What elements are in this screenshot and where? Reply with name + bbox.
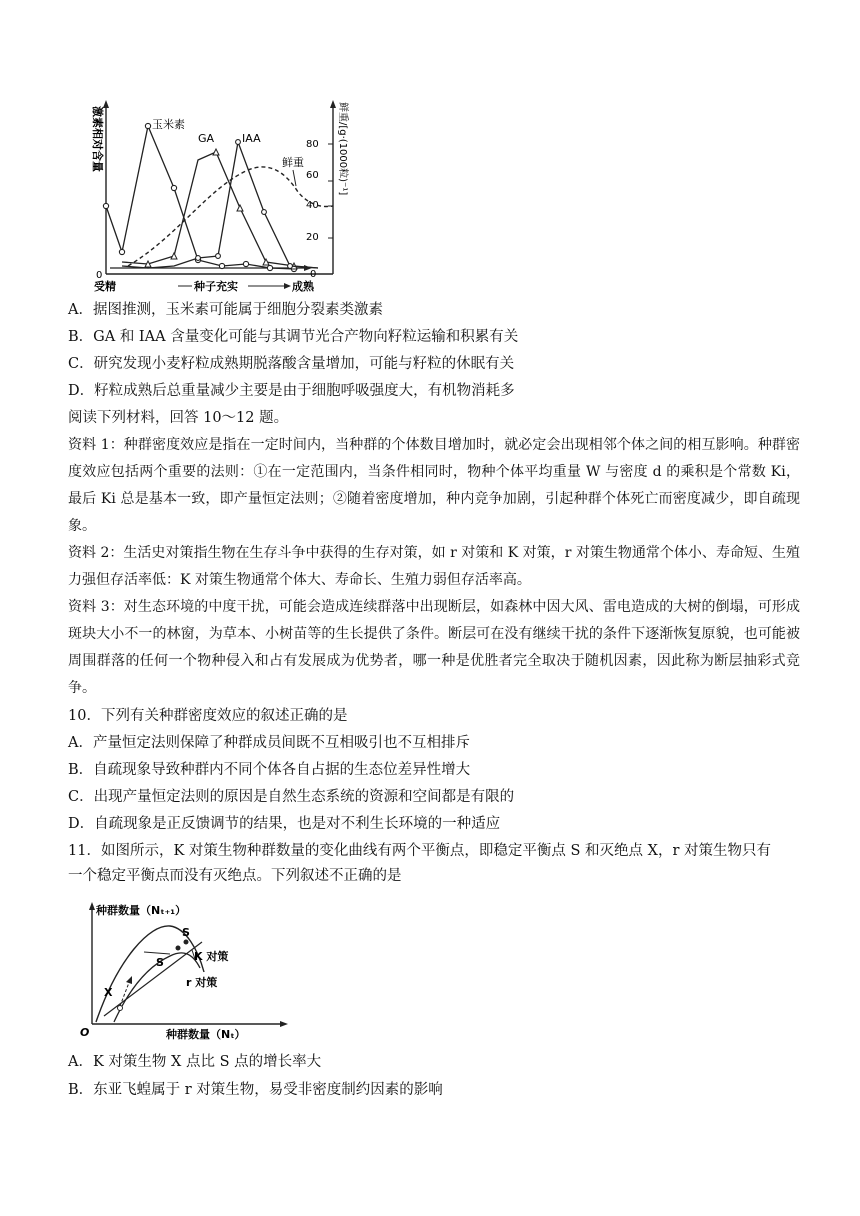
ga-points xyxy=(145,149,297,269)
fig1-tick-80: 80 xyxy=(306,139,319,150)
q11-option-b: B．东亚飞蝗属于 r 对策生物，易受非密度制约因素的影响 xyxy=(68,1082,443,1098)
q10-option-a: A．产量恒定法则保障了种群成员间既不互相吸引也不互相排斥 xyxy=(68,735,470,751)
q10-option-d: D．自疏现象是正反馈调节的结果，也是对不利生长环境的一种适应 xyxy=(68,816,501,832)
q10-stem: 10．下列有关种群密度效应的叙述正确的是 xyxy=(68,708,348,724)
fig1-tick-60: 60 xyxy=(306,170,319,181)
fig1-label-iaa: IAA xyxy=(242,132,261,145)
s2-point xyxy=(184,940,189,945)
q9-option-a: A．据图推测，玉米素可能属于细胞分裂素类激素 xyxy=(68,302,383,318)
fig1-label-zeatin: 玉米素 xyxy=(152,118,185,131)
material-2: 资料 2：生活史对策指生物在生存斗争中获得的生存对策，如 r 对策和 K 对策，r 对策生物通常个体小、寿命短、生殖力强但存活率低：K 对策生物通常个体大、寿命长、生殖力弱但存活率高。 xyxy=(68,545,800,588)
fig1-ylabel-left: 激素相对含量 xyxy=(91,106,104,172)
hormone-figure xyxy=(88,96,358,296)
strategy-figure xyxy=(74,898,294,1040)
fig2-k-label: K 对策 xyxy=(194,950,229,963)
q10-option-c: C．出现产量恒定法则的原因是自然生态系统的资源和空间都是有限的 xyxy=(68,789,515,805)
fig2-r-label: r 对策 xyxy=(186,976,218,989)
q9-option-c: C．研究发现小麦籽粒成熟期脱落酸含量增加，可能与籽粒的休眠有关 xyxy=(68,356,515,372)
fig2-s2-label: S xyxy=(182,926,190,939)
fig2-xlabel: 种群数量（Nₜ） xyxy=(166,1028,246,1040)
fig1-origin: 0 xyxy=(96,270,103,281)
ga-curve xyxy=(122,152,318,268)
q10-option-b: B．自疏现象导致种群内不同个体各自占据的生态位差异性增大 xyxy=(68,762,471,778)
material-3: 资料 3：对生态环境的中度干扰，可能会造成连续群落中出现断层，如森林中因大风、雷电造成的大树的倒塌，可形成斑块大小不一的林窗，为草本、小树苗等的生长提供了条件。断层可在没有继续干扰的条件下逐渐恢复原貌，也可能被周围群落的任何一个物种侵入和占有发展成为优势者，哪一种是优胜者完全取决于随机因素，因此称为断层抽彩式竞争。 xyxy=(68,599,800,696)
fig2-s-label: S xyxy=(156,956,164,969)
fig1-tick-40: 40 xyxy=(306,200,319,211)
q9-option-b: B．GA 和 IAA 含量变化可能与其调节光合产物向籽粒运输和积累有关 xyxy=(68,329,519,345)
fig1-stage-filling: 种子充实 xyxy=(194,280,238,293)
fig2-origin: O xyxy=(80,1026,90,1039)
fig1-ylabel-right: 鲜重/[g·(1000粒)⁻¹] xyxy=(337,102,348,196)
x-point xyxy=(118,1006,123,1011)
reading-intro: 阅读下列材料，回答 10～12 题。 xyxy=(68,410,289,426)
fig1-stage-maturity: 成熟 xyxy=(292,280,314,293)
material-1: 资料 1：种群密度效应是指在一定时间内，当种群的个体数目增加时，就必定会出现相邻个体之间的相互影响。种群密度效应包括两个重要的法则：①在一定范围内，当条件相同时，物种个体平均重量 W 与密度 d 的乘积是个常数 Ki，最后 Ki 总是基本一致，即产量恒定法则；②随着密度增加，种内竞争加剧，引起种群个体死亡而密度减少，即自疏现象。 xyxy=(68,437,800,534)
q11-option-a: A．K 对策生物 X 点比 S 点的增长率大 xyxy=(68,1054,322,1070)
q9-option-d: D．籽粒成熟后总重量减少主要是由于细胞呼吸强度大，有机物消耗多 xyxy=(68,383,515,399)
fig1-label-ga: GA xyxy=(198,132,215,145)
fig1-label-fresh-weight: 鲜重 xyxy=(282,156,304,169)
s-point xyxy=(176,946,181,951)
q11-stem-2: 一个稳定平衡点而没有灭绝点。下列叙述不正确的是 xyxy=(68,868,402,884)
q11-stem-1: 11．如图所示，K 对策生物种群数量的变化曲线有两个平衡点，即稳定平衡点 S 和灭绝点 X，r 对策生物只有 xyxy=(68,843,772,859)
fig2-ylabel: 种群数量（Nₜ₊₁） xyxy=(96,904,187,917)
fig1-tick-0: 0 xyxy=(310,269,317,280)
zeatin-curve xyxy=(106,126,294,269)
zeatin-points xyxy=(103,123,296,271)
fig1-stage-fertilization: 受精 xyxy=(94,280,116,293)
fig1-tick-20: 20 xyxy=(306,232,319,243)
fig2-x-label: X xyxy=(104,986,113,999)
